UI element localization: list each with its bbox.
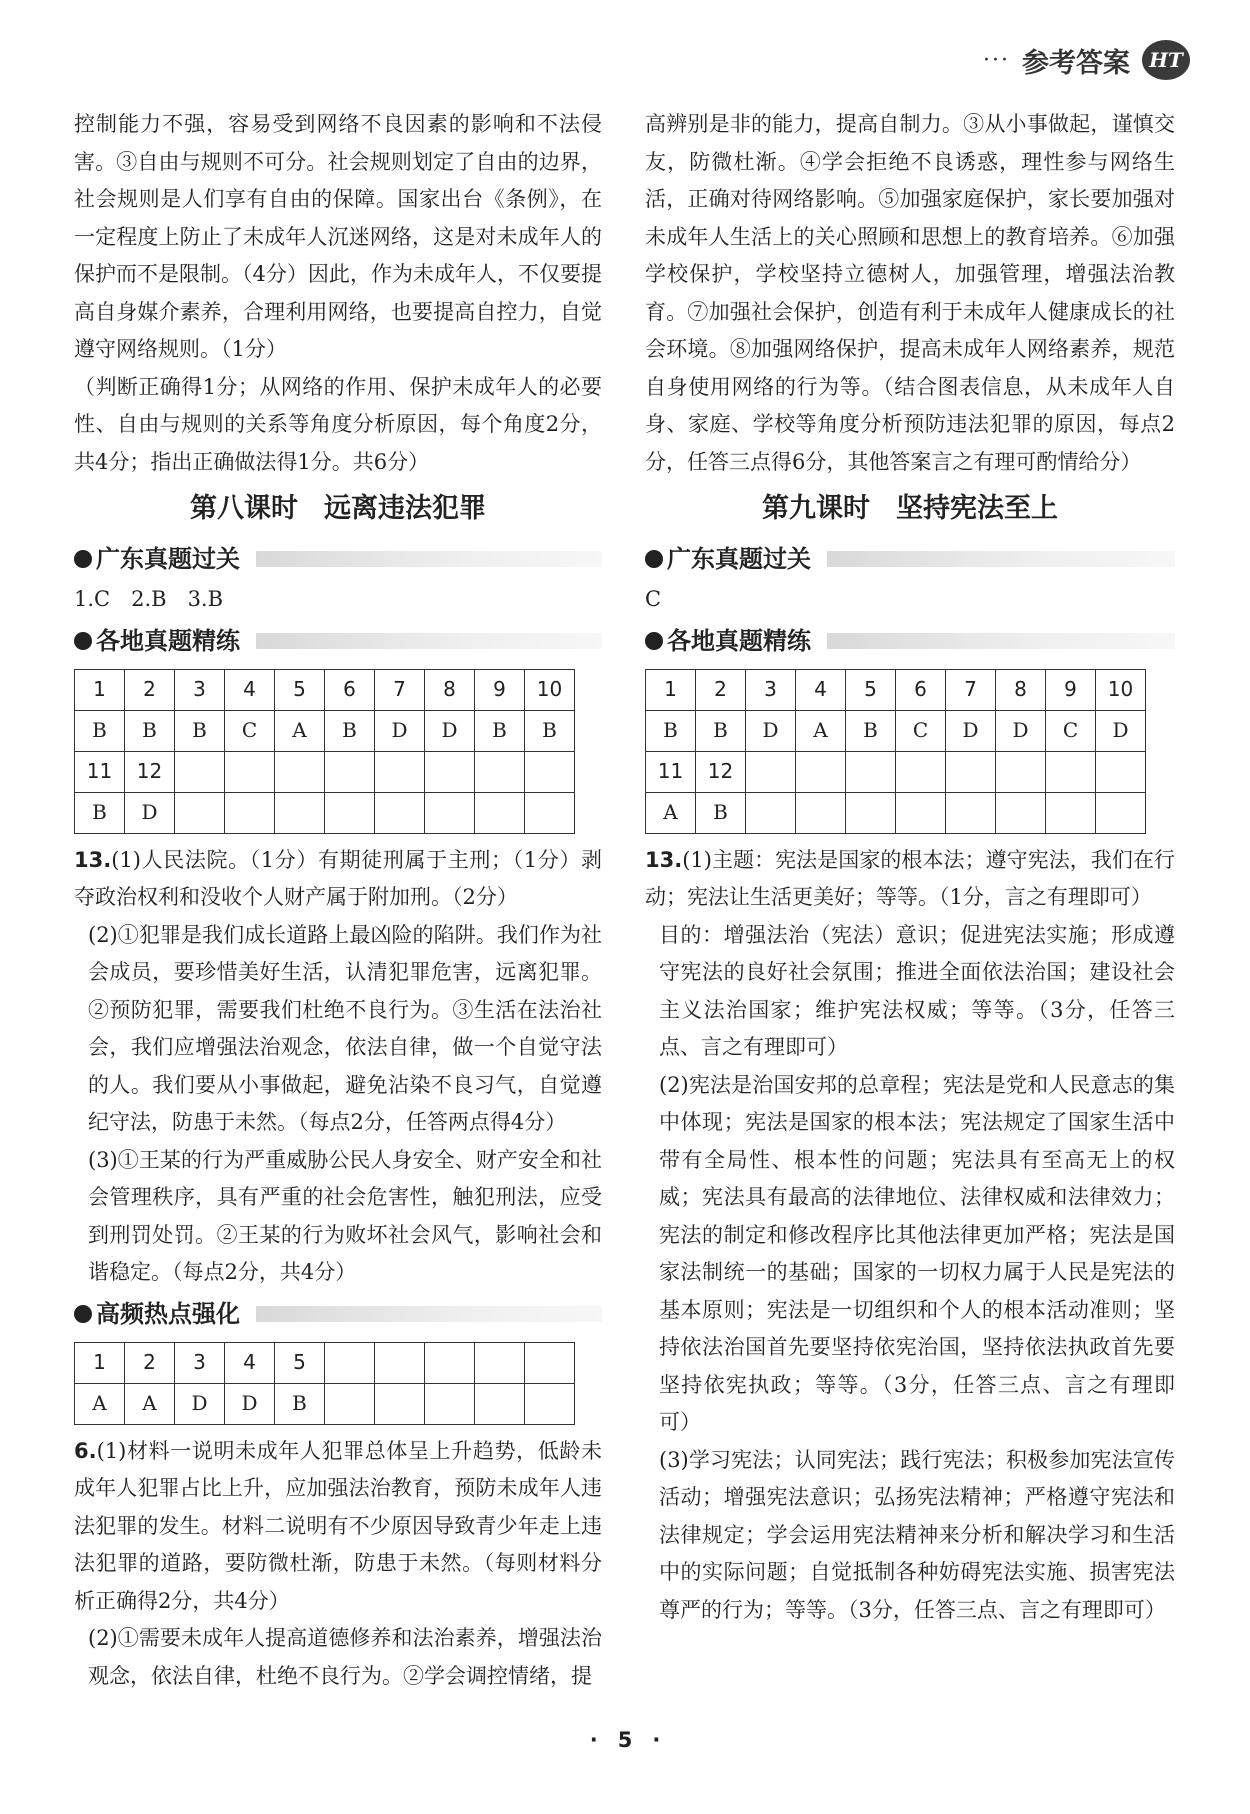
section-guangdong-2 (645, 537, 1175, 581)
left-column (74, 106, 602, 1695)
table-cell (1046, 751, 1096, 792)
table-row (646, 669, 1146, 710)
lesson-8-number: 第八课时 (190, 493, 298, 524)
table-cell: 1 (75, 669, 125, 710)
section-divider (256, 551, 602, 567)
table-cell: D (425, 710, 475, 751)
table-cell (1046, 792, 1096, 833)
table-cell (996, 751, 1046, 792)
table-cell: 1 (646, 669, 696, 710)
table-row (75, 1383, 575, 1424)
question-number: 13. (74, 847, 112, 872)
table-cell (796, 751, 846, 792)
section-divider (827, 551, 1175, 567)
table-cell: 2 (125, 1342, 175, 1383)
table-cell: 11 (75, 751, 125, 792)
table-row (75, 669, 575, 710)
table-cell: C (225, 710, 275, 751)
table-cell (946, 751, 996, 792)
table-cell: B (325, 710, 375, 751)
answer-text: (1)人民法院。（1分）有期徒刑属于主刑；（1分）剥夺政治权利和没收个人财产属于附加刑。（2分） (74, 847, 602, 909)
table-cell: 3 (175, 669, 225, 710)
table-cell: D (175, 1383, 225, 1424)
table-cell: B (175, 710, 225, 751)
table-cell (846, 751, 896, 792)
table-cell: 4 (796, 669, 846, 710)
table-cell (1096, 751, 1146, 792)
table-cell: B (646, 710, 696, 751)
table-cell: D (375, 710, 425, 751)
table-cell: 8 (425, 669, 475, 710)
bullet-icon (645, 550, 663, 568)
table-cell: 5 (275, 669, 325, 710)
right-column (645, 106, 1175, 1629)
table-row (646, 710, 1146, 751)
section-title: 各地真题精练 (667, 626, 811, 655)
table-cell (325, 792, 375, 833)
answers-guangdong-2: C (645, 587, 662, 611)
table-cell: D (746, 710, 796, 751)
section-regional-2 (645, 619, 1175, 663)
table-row (75, 1342, 575, 1383)
question-number: 6. (74, 1438, 97, 1463)
page-dot-left: · (589, 1728, 598, 1752)
table-cell (375, 1383, 425, 1424)
table-cell (375, 751, 425, 792)
right-para-1: 高辨别是非的能力，提高自制力。③从小事做起，谨慎交友，防微杜渐。④学会拒绝不良诱惑，理性参与网络生活，正确对待网络影响。⑤加强家庭保护，家长要加强对未成年人生活上的关心照顾和思想上的教育培养。⑥加强学校保护，学校坚持立德树人，加强管理，增强法治教育。⑦加强社会保护，创造有利于未成年人健康成长的社会环境。⑧加强网络保护，提高未成年人网络素养，规范自身使用网络的行为等。（结合图表信息，从未成年人自身、家庭、学校等角度分析预防违法犯罪的原因，每点2分，任答三点得6分，其他答案言之有理可酌情给分） (645, 112, 1175, 474)
section-title: 广东真题过关 (667, 545, 811, 573)
table-cell: D (225, 1383, 275, 1424)
table-cell: 1 (75, 1342, 125, 1383)
table-cell (525, 1383, 575, 1424)
section-divider (827, 633, 1175, 649)
table-row (75, 792, 575, 833)
section-guangdong-1 (74, 537, 602, 581)
table-cell: 7 (946, 669, 996, 710)
table-cell: B (75, 792, 125, 833)
section-title: 高频热点强化 (96, 1299, 240, 1328)
table-cell (275, 792, 325, 833)
section-regional-1 (74, 619, 602, 663)
section-hotspot (74, 1292, 602, 1336)
question-13-part2: (2)宪法是治国安邦的总章程；宪法是党和人民意志的集中体现；宪法是国家的根本法；宪法规定了国家生活中带有全局性、根本性的问题；宪法具有至高无上的权威；宪法具有最高的法律地位、法律权威和法律效力；宪法的制定和修改程序比其他法律更加严格；宪法是国家法制统一的基础；国家的一切权力属于人民是宪法的基本原则；宪法是一切组织和个人的根本活动准则；坚持依法治国首先要坚持依宪治国，坚持依法执政首先要坚持依宪执政；等等。（3分，任答三点、言之有理即可） (659, 1072, 1175, 1434)
table-cell (996, 792, 1046, 833)
left-para-1: 控制能力不强，容易受到网络不良因素的影响和不法侵害。③自由与规则不可分。社会规则划定了自由的边界，社会规则是人们享有自由的保障。国家出台《条例》，在一定程度上防止了未成年人沉迷网络，这是对未成年人的保护而不是限制。（4分）因此，作为未成年人，不仅要提高自身媒介素养，合理利用网络，也要提高自控力，自觉遵守网络规则。（1分） (74, 112, 602, 361)
table-cell: B (275, 1383, 325, 1424)
table-cell (325, 751, 375, 792)
section-divider (256, 1306, 602, 1322)
table-cell: 5 (846, 669, 896, 710)
lesson-9-title: 坚持宪法至上 (896, 493, 1058, 524)
lesson-9-number: 第九课时 (762, 493, 870, 524)
table-cell (425, 1383, 475, 1424)
table-row (75, 710, 575, 751)
lesson-8-title: 远离违法犯罪 (324, 493, 486, 524)
page-number-value: 5 (617, 1728, 633, 1752)
answers-guangdong-1: 1.C 2.B 3.B (74, 587, 224, 611)
table-cell: B (696, 710, 746, 751)
bullet-icon (74, 632, 92, 650)
table-row (75, 751, 575, 792)
bullet-icon (74, 1305, 92, 1323)
table-cell: A (125, 1383, 175, 1424)
table-cell (425, 792, 475, 833)
table-cell: B (75, 710, 125, 751)
table-cell: 10 (525, 669, 575, 710)
table-cell (525, 792, 575, 833)
table-cell: 6 (325, 669, 375, 710)
table-cell: 3 (746, 669, 796, 710)
bullet-icon (645, 632, 663, 650)
table-cell (525, 1342, 575, 1383)
table-row (646, 751, 1146, 792)
page-dot-right: · (652, 1728, 661, 1752)
table-cell: C (1046, 710, 1096, 751)
table-cell: 2 (696, 669, 746, 710)
page-header (983, 40, 1190, 80)
section-title: 各地真题精练 (96, 626, 240, 655)
table-cell: 2 (125, 669, 175, 710)
question-number: 13. (645, 847, 683, 872)
section-divider (256, 633, 602, 649)
answer-table-lesson9 (645, 669, 1146, 834)
table-cell: 12 (125, 751, 175, 792)
table-cell: A (646, 792, 696, 833)
section-title: 广东真题过关 (96, 545, 240, 573)
table-cell: A (75, 1383, 125, 1424)
table-cell (846, 792, 896, 833)
question-13-part1 (74, 842, 602, 917)
table-cell (325, 1342, 375, 1383)
table-row (646, 792, 1146, 833)
answer-table-hotspot (74, 1342, 575, 1425)
table-cell: D (996, 710, 1046, 751)
brand-logo: HT (1142, 40, 1190, 80)
table-cell: 4 (225, 1342, 275, 1383)
table-cell: 5 (275, 1342, 325, 1383)
question-13-part3: (3)①王某的行为严重威胁公民人身安全、财产安全和社会管理秩序，具有严重的社会危害性，触犯刑法，应受到刑罚处罚。②王某的行为败坏社会风气，影响社会和谐稳定。（每点2分，共4分） (88, 1147, 602, 1284)
question-13-part3: (3)学习宪法；认同宪法；践行宪法；积极参加宪法宣传活动；增强宪法意识；弘扬宪法精神；严格遵守宪法和法律规定；学会运用宪法精神来分析和解决学习和生活中的实际问题；自觉抵制各种妨碍宪法实施、损害宪法尊严的行为；等等。（3分，任答三点、言之有理即可） (659, 1447, 1175, 1622)
table-cell: B (475, 710, 525, 751)
table-cell: D (946, 710, 996, 751)
table-cell: B (696, 792, 746, 833)
table-cell: 9 (1046, 669, 1096, 710)
table-cell (275, 751, 325, 792)
table-cell (746, 792, 796, 833)
table-cell (746, 751, 796, 792)
table-cell (896, 751, 946, 792)
question-13-part1 (645, 842, 1175, 917)
question-6-part1 (74, 1433, 602, 1621)
question-13-purpose: 目的：增强法治（宪法）意识；促进宪法实施；形成遵守宪法的良好社会氛围；推进全面依法治国；建设社会主义法治国家；维护宪法权威；等等。（3分，任答三点、言之有理即可） (659, 922, 1175, 1059)
answer-text: (1)主题：宪法是国家的根本法；遵守宪法，我们在行动；宪法让生活更美好；等等。（1分，言之有理即可） (645, 847, 1175, 909)
table-cell (475, 751, 525, 792)
table-cell: C (896, 710, 946, 751)
table-cell: 8 (996, 669, 1046, 710)
header-title: 参考答案 (1022, 47, 1130, 79)
page-number (0, 1728, 1250, 1752)
table-cell (325, 1383, 375, 1424)
table-cell (475, 1383, 525, 1424)
lesson-8-heading (74, 487, 602, 531)
table-cell (475, 792, 525, 833)
table-cell: D (125, 792, 175, 833)
table-cell (946, 792, 996, 833)
table-cell (225, 792, 275, 833)
table-cell (175, 751, 225, 792)
table-cell: 7 (375, 669, 425, 710)
table-cell (796, 792, 846, 833)
table-cell: B (846, 710, 896, 751)
table-cell (425, 751, 475, 792)
table-cell (1096, 792, 1146, 833)
table-cell: 6 (896, 669, 946, 710)
table-cell: A (796, 710, 846, 751)
table-cell: B (125, 710, 175, 751)
table-cell: A (275, 710, 325, 751)
table-cell (475, 1342, 525, 1383)
question-13-part2: (2)①犯罪是我们成长道路上最凶险的陷阱。我们作为社会成员，要珍惜美好生活，认清犯罪危害，远离犯罪。②预防犯罪，需要我们杜绝不良行为。③生活在法治社会，我们应增强法治观念，依法自律，做一个自觉守法的人。我们要从小事做起，避免沾染不良习气，自觉遵纪守法，防患于未然。（每点2分，任答两点得4分） (88, 922, 602, 1134)
table-cell (525, 751, 575, 792)
table-cell (175, 792, 225, 833)
bullet-icon (74, 550, 92, 568)
lesson-9-heading (645, 487, 1175, 531)
answer-text: (1)材料一说明未成年人犯罪总体呈上升趋势，低龄未成年人犯罪占比上升，应加强法治教育，预防未成年人违法犯罪的发生。材料二说明有不少原因导致青少年走上违法犯罪的道路，要防微杜渐，防患于未然。（每则材料分析正确得2分，共4分） (74, 1438, 602, 1613)
table-cell (425, 1342, 475, 1383)
answer-table-lesson8 (74, 669, 575, 834)
table-cell (896, 792, 946, 833)
table-cell (225, 751, 275, 792)
table-cell: B (525, 710, 575, 751)
header-dots: ··· (983, 47, 1010, 73)
table-cell: 3 (175, 1342, 225, 1383)
table-cell: D (1096, 710, 1146, 751)
question-6-part2: (2)①需要未成年人提高道德修养和法治素养，增强法治观念，依法自律，杜绝不良行为。②学会调控情绪，提 (88, 1626, 602, 1688)
table-cell: 11 (646, 751, 696, 792)
table-cell: 4 (225, 669, 275, 710)
table-cell: 10 (1096, 669, 1146, 710)
table-cell: 12 (696, 751, 746, 792)
table-cell: 9 (475, 669, 525, 710)
table-cell (375, 1342, 425, 1383)
table-cell (375, 792, 425, 833)
left-para-2: （判断正确得1分；从网络的作用、保护未成年人的必要性、自由与规则的关系等角度分析原因，每个角度2分，共4分；指出正确做法得1分。共6分） (74, 374, 602, 474)
